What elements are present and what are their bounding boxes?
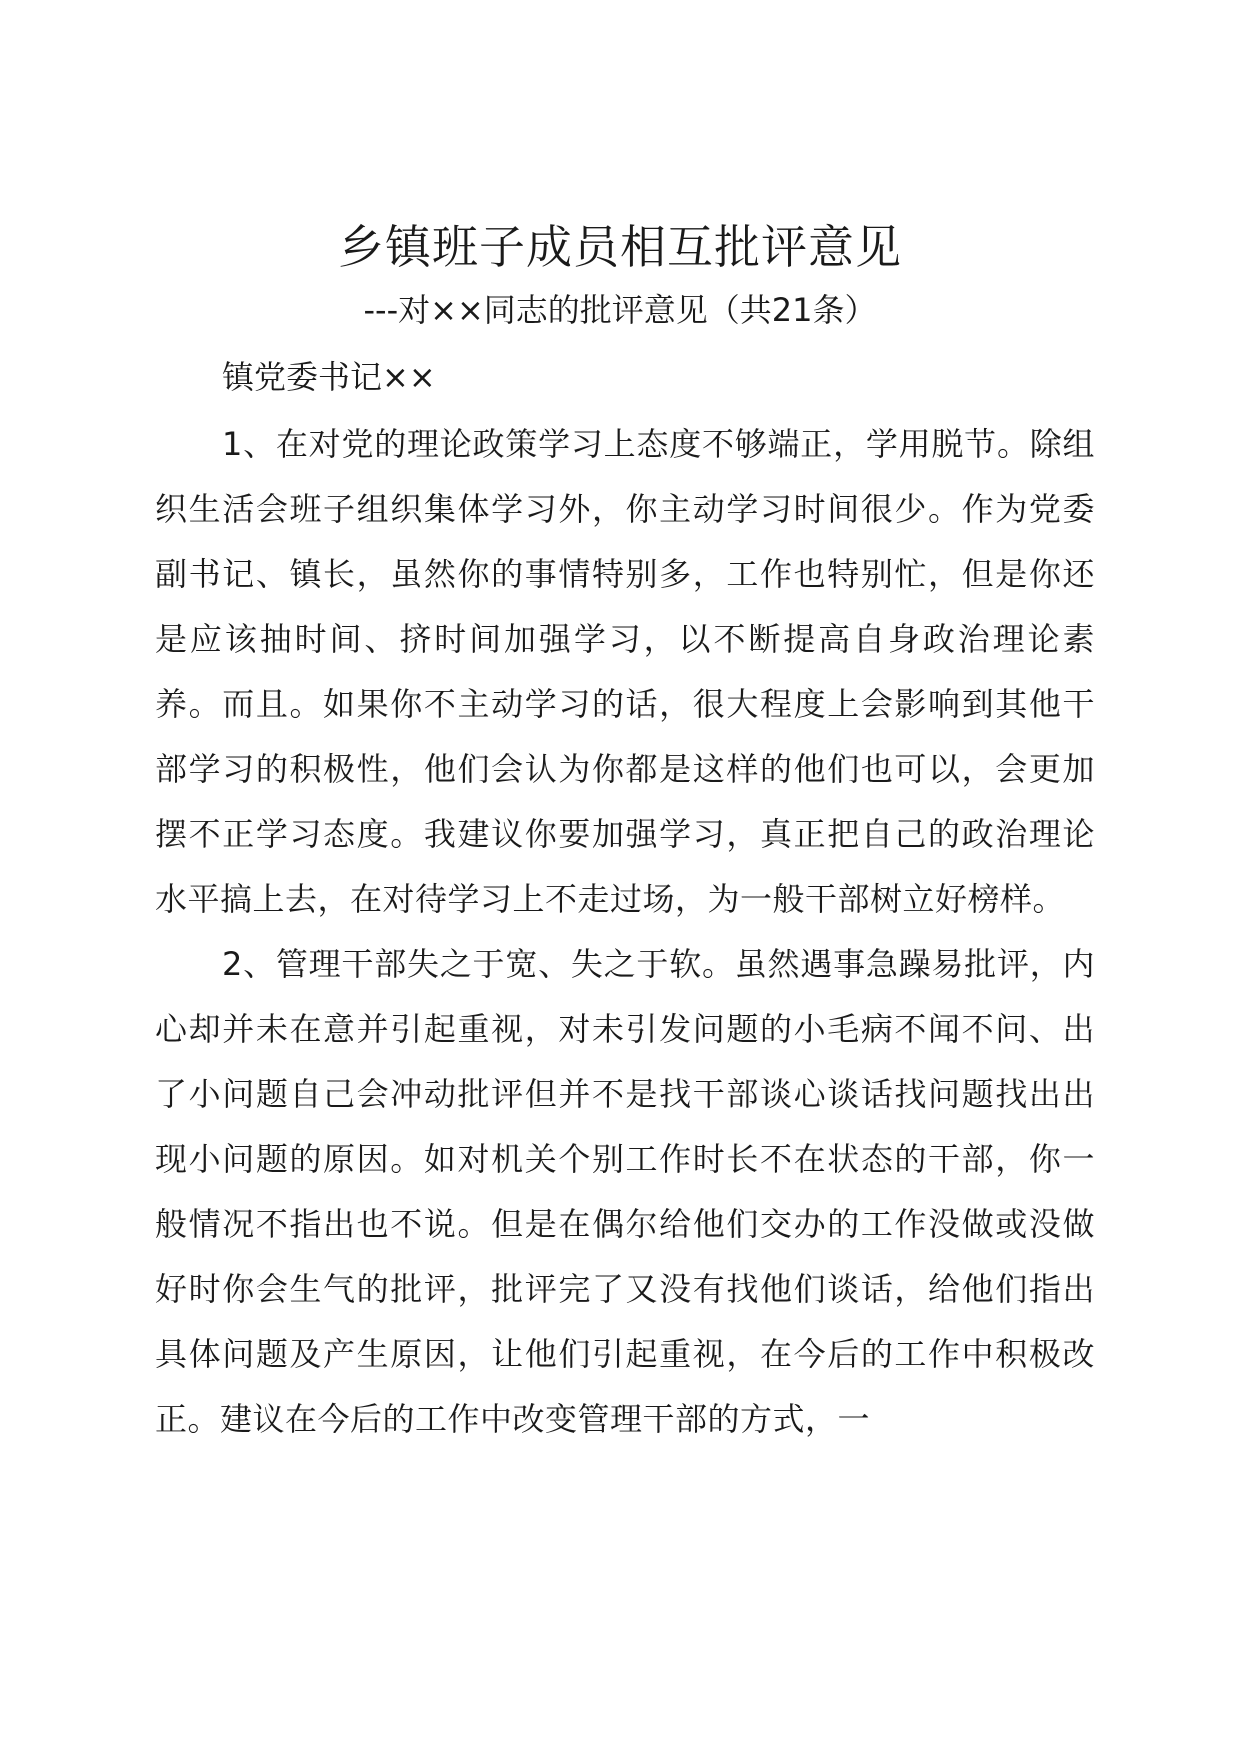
author-line: 镇党委书记××	[222, 358, 436, 396]
document-subtitle: ---对××同志的批评意见（共21条）	[363, 291, 877, 329]
paragraph-2: 2、管理干部失之于宽、失之于软。虽然遇事急躁易批评，内心却并未在意并引起重视，对未引发问题的小毛病不闻不问、出了小问题自己会冲动批评但并不是找干部谈心谈话找问题找出出现小问题的原因。如对机关个别工作时长不在状态的干部，你一般情况不指出也不说。但是在偶尔给他们交办的工作没做或没做好时你会生气的批评，批评完了又没有找他们谈话，给他们指出具体问题及产生原因，让他们引起重视，在今后的工作中积极改正。建议在今后的工作中改变管理干部的方式，一	[155, 945, 1095, 1438]
document-title: 乡镇班子成员相互批评意见	[338, 220, 902, 274]
document-body	[155, 412, 1095, 1452]
paragraph-1: 1、在对党的理论政策学习上态度不够端正，学用脱节。除组织生活会班子组织集体学习外，你主动学习时间很少。作为党委副书记、镇长，虽然你的事情特别多，工作也特别忙，但是你还是应该抽时间、挤时间加强学习，以不断提高自身政治理论素养。而且。如果你不主动学习的话，很大程度上会影响到其他干部学习的积极性，他们会认为你都是这样的他们也可以，会更加摆不正学习态度。我建议你要加强学习，真正把自己的政治理论水平搞上去，在对待学习上不走过场，为一般干部树立好榜样。	[155, 425, 1095, 918]
